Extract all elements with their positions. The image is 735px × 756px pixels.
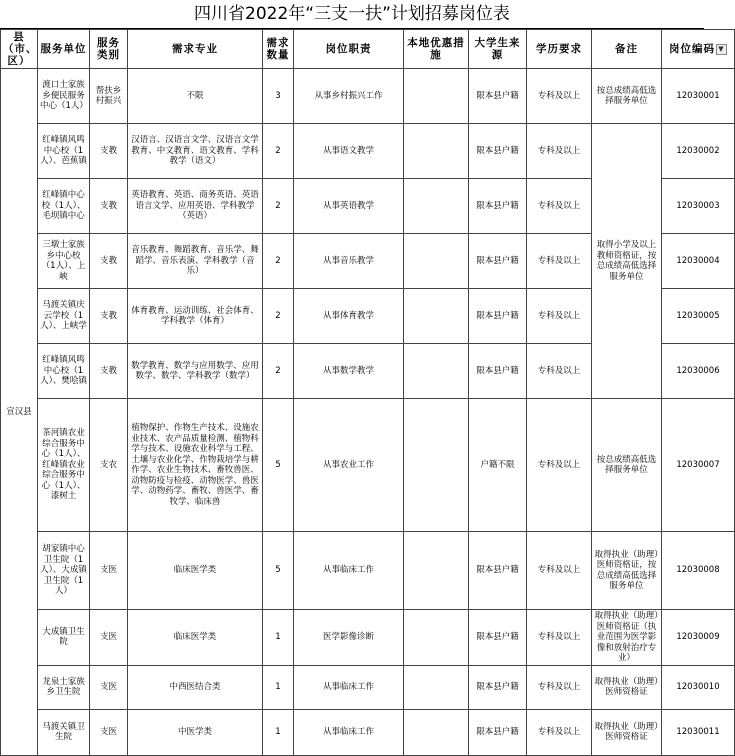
count-cell: 3: [263, 69, 294, 124]
source-cell: 限本县户籍: [469, 532, 527, 610]
category-cell: 支教: [90, 234, 128, 289]
header-row: [1, 30, 735, 69]
table-row: [1, 532, 735, 610]
positions-table: [0, 29, 735, 756]
edu-cell: 专科及以上: [527, 124, 592, 179]
table-row: [1, 665, 735, 709]
duty-cell: 从事临床工作: [294, 709, 404, 755]
category-cell: 支医: [90, 610, 128, 666]
unit-cell: 大成镇卫生院: [38, 610, 90, 666]
note-cell: 取得执业（助理）医师资格证: [592, 709, 662, 755]
local-cell: [404, 344, 469, 399]
code-cell: 12030010: [662, 665, 735, 709]
local-cell: [404, 289, 469, 344]
category-cell: 支教: [90, 344, 128, 399]
header-count: 需求数量: [263, 30, 294, 69]
edu-cell: 专科及以上: [527, 610, 592, 666]
edu-cell: 专科及以上: [527, 179, 592, 234]
header-edu: 学历要求: [527, 30, 592, 69]
category-cell: 支医: [90, 532, 128, 610]
duty-cell: 医学影像诊断: [294, 610, 404, 666]
county-cell: 宣汉县: [1, 69, 38, 756]
major-cell: 汉语言、汉语言文学、汉语言文学教育、中文教育、语文教育、学科教学（语文）: [128, 124, 263, 179]
header-code-label: 岗位编码: [669, 43, 715, 55]
source-cell: 限本县户籍: [469, 709, 527, 755]
edu-cell: 专科及以上: [527, 709, 592, 755]
header-unit: 服务单位: [38, 30, 90, 69]
note-cell: 取得小学及以上教师资格证，按总成绩高低选择服务单位: [592, 124, 662, 399]
count-cell: 2: [263, 179, 294, 234]
duty-cell: 从事农业工作: [294, 399, 404, 532]
edu-cell: 专科及以上: [527, 399, 592, 532]
category-cell: 支医: [90, 709, 128, 755]
category-cell: 帮扶乡村振兴: [90, 69, 128, 124]
edu-cell: 专科及以上: [527, 665, 592, 709]
edu-cell: 专科及以上: [527, 234, 592, 289]
category-cell: 支教: [90, 289, 128, 344]
unit-cell: 胡家镇中心卫生院（1人）、大成镇卫生院（1人）: [38, 532, 90, 610]
category-cell: 支农: [90, 399, 128, 532]
edu-cell: 专科及以上: [527, 344, 592, 399]
note-cell: 按总成绩高低选择服务单位: [592, 69, 662, 124]
duty-cell: 从事英语教学: [294, 179, 404, 234]
header-note: 备注: [592, 30, 662, 69]
major-cell: 中医学类: [128, 709, 263, 755]
code-cell: 12030008: [662, 532, 735, 610]
count-cell: 1: [263, 610, 294, 666]
local-cell: [404, 665, 469, 709]
count-cell: 2: [263, 344, 294, 399]
major-cell: 不限: [128, 69, 263, 124]
table-row: [1, 610, 735, 666]
note-cell: 按总成绩高低选择服务单位: [592, 399, 662, 532]
source-cell: 限本县户籍: [469, 610, 527, 666]
local-cell: [404, 179, 469, 234]
header-code[interactable]: [662, 30, 735, 69]
table-row: [1, 124, 735, 179]
header-category: 服务类别: [90, 30, 128, 69]
category-cell: 支教: [90, 179, 128, 234]
count-cell: 1: [263, 665, 294, 709]
filter-dropdown-icon[interactable]: ▼: [716, 44, 727, 55]
local-cell: [404, 399, 469, 532]
edu-cell: 专科及以上: [527, 289, 592, 344]
code-cell: 12030003: [662, 179, 735, 234]
source-cell: 限本县户籍: [469, 665, 527, 709]
edu-cell: 专科及以上: [527, 532, 592, 610]
count-cell: 5: [263, 532, 294, 610]
source-cell: 限本县户籍: [469, 289, 527, 344]
count-cell: 2: [263, 234, 294, 289]
table-row: [1, 399, 735, 532]
category-cell: 支医: [90, 665, 128, 709]
major-cell: 植物保护、作物生产技术、设施农业技术、农产品质量检测、植物科学与技术、设施农业科学与工程、土壤与农业化学、作物栽培学与耕作学、农业生物技术、畜牧兽医、动物防疫与检疫、动物医学、兽医学、动物药学、畜牧、兽医学、畜牧学、临床兽: [128, 399, 263, 532]
code-cell: 12030011: [662, 709, 735, 755]
duty-cell: 从事语文教学: [294, 124, 404, 179]
duty-cell: 从事临床工作: [294, 532, 404, 610]
local-cell: [404, 234, 469, 289]
note-cell: 取得执业（助理）医师资格证: [592, 665, 662, 709]
unit-cell: 红峰镇风鸣中心校（1人）、樊哙镇: [38, 344, 90, 399]
table-row: [1, 709, 735, 755]
duty-cell: 从事临床工作: [294, 665, 404, 709]
local-cell: [404, 532, 469, 610]
count-cell: 5: [263, 399, 294, 532]
duty-cell: 从事乡村振兴工作: [294, 69, 404, 124]
code-cell: 12030004: [662, 234, 735, 289]
code-cell: 12030009: [662, 610, 735, 666]
source-cell: 限本县户籍: [469, 179, 527, 234]
category-cell: 支教: [90, 124, 128, 179]
note-cell: 取得执业（助理）医师资格证，按总成绩高低选择服务单位: [592, 532, 662, 610]
local-cell: [404, 69, 469, 124]
code-cell: 12030005: [662, 289, 735, 344]
unit-cell: 龙泉土家族乡卫生院: [38, 665, 90, 709]
major-cell: 临床医学类: [128, 532, 263, 610]
header-duty: 岗位职责: [294, 30, 404, 69]
source-cell: 限本县户籍: [469, 344, 527, 399]
major-cell: 音乐教育、舞蹈教育、音乐学、舞蹈学、音乐表演、学科教学（音乐）: [128, 234, 263, 289]
unit-cell: 茶河镇农业综合服务中心（1人）、红峰镇农业综合服务中心（1人）、漆树土: [38, 399, 90, 532]
count-cell: 1: [263, 709, 294, 755]
unit-cell: 马渡关镇卫生院: [38, 709, 90, 755]
page-title: 四川省2022年“三支一扶”计划招募岗位表: [0, 0, 704, 29]
table-row: [1, 69, 735, 124]
header-county: 县（市、区）: [1, 30, 38, 69]
duty-cell: 从事音乐教学: [294, 234, 404, 289]
major-cell: 体育教育、运动训练、社会体育、学科教学（体育）: [128, 289, 263, 344]
source-cell: 限本县户籍: [469, 234, 527, 289]
unit-cell: 红峰镇风鸣中心校（1人）、芭蕉镇: [38, 124, 90, 179]
code-cell: 12030002: [662, 124, 735, 179]
duty-cell: 从事体育教学: [294, 289, 404, 344]
code-cell: 12030007: [662, 399, 735, 532]
local-cell: [404, 124, 469, 179]
header-major: 需求专业: [128, 30, 263, 69]
major-cell: 英语教育、英语、商务英语、英语语言文学、应用英语、学科教学（英语）: [128, 179, 263, 234]
unit-cell: 渡口土家族乡便民服务中心（1人）: [38, 69, 90, 124]
header-source: 大学生来源: [469, 30, 527, 69]
unit-cell: 红峰镇中心校（1人）、毛坝镇中心: [38, 179, 90, 234]
duty-cell: 从事数学教学: [294, 344, 404, 399]
count-cell: 2: [263, 124, 294, 179]
major-cell: 临床医学类: [128, 610, 263, 666]
unit-cell: 马渡关镇庆云学校（1人）、上峡学: [38, 289, 90, 344]
count-cell: 2: [263, 289, 294, 344]
local-cell: [404, 610, 469, 666]
code-cell: 12030001: [662, 69, 735, 124]
major-cell: 数学教育、数学与应用数学、应用数学、数学、学科教学（数学）: [128, 344, 263, 399]
local-cell: [404, 709, 469, 755]
note-cell: 取得执业（助理）医师资格证（执业范围为医学影像和放射治疗专业）: [592, 610, 662, 666]
header-local: 本地优惠措施: [404, 30, 469, 69]
code-cell: 12030006: [662, 344, 735, 399]
source-cell: 户籍不限: [469, 399, 527, 532]
source-cell: 限本县户籍: [469, 124, 527, 179]
unit-cell: 三墩土家族乡中心校（1人）、上峡: [38, 234, 90, 289]
source-cell: 限本县户籍: [469, 69, 527, 124]
major-cell: 中西医结合类: [128, 665, 263, 709]
edu-cell: 专科及以上: [527, 69, 592, 124]
